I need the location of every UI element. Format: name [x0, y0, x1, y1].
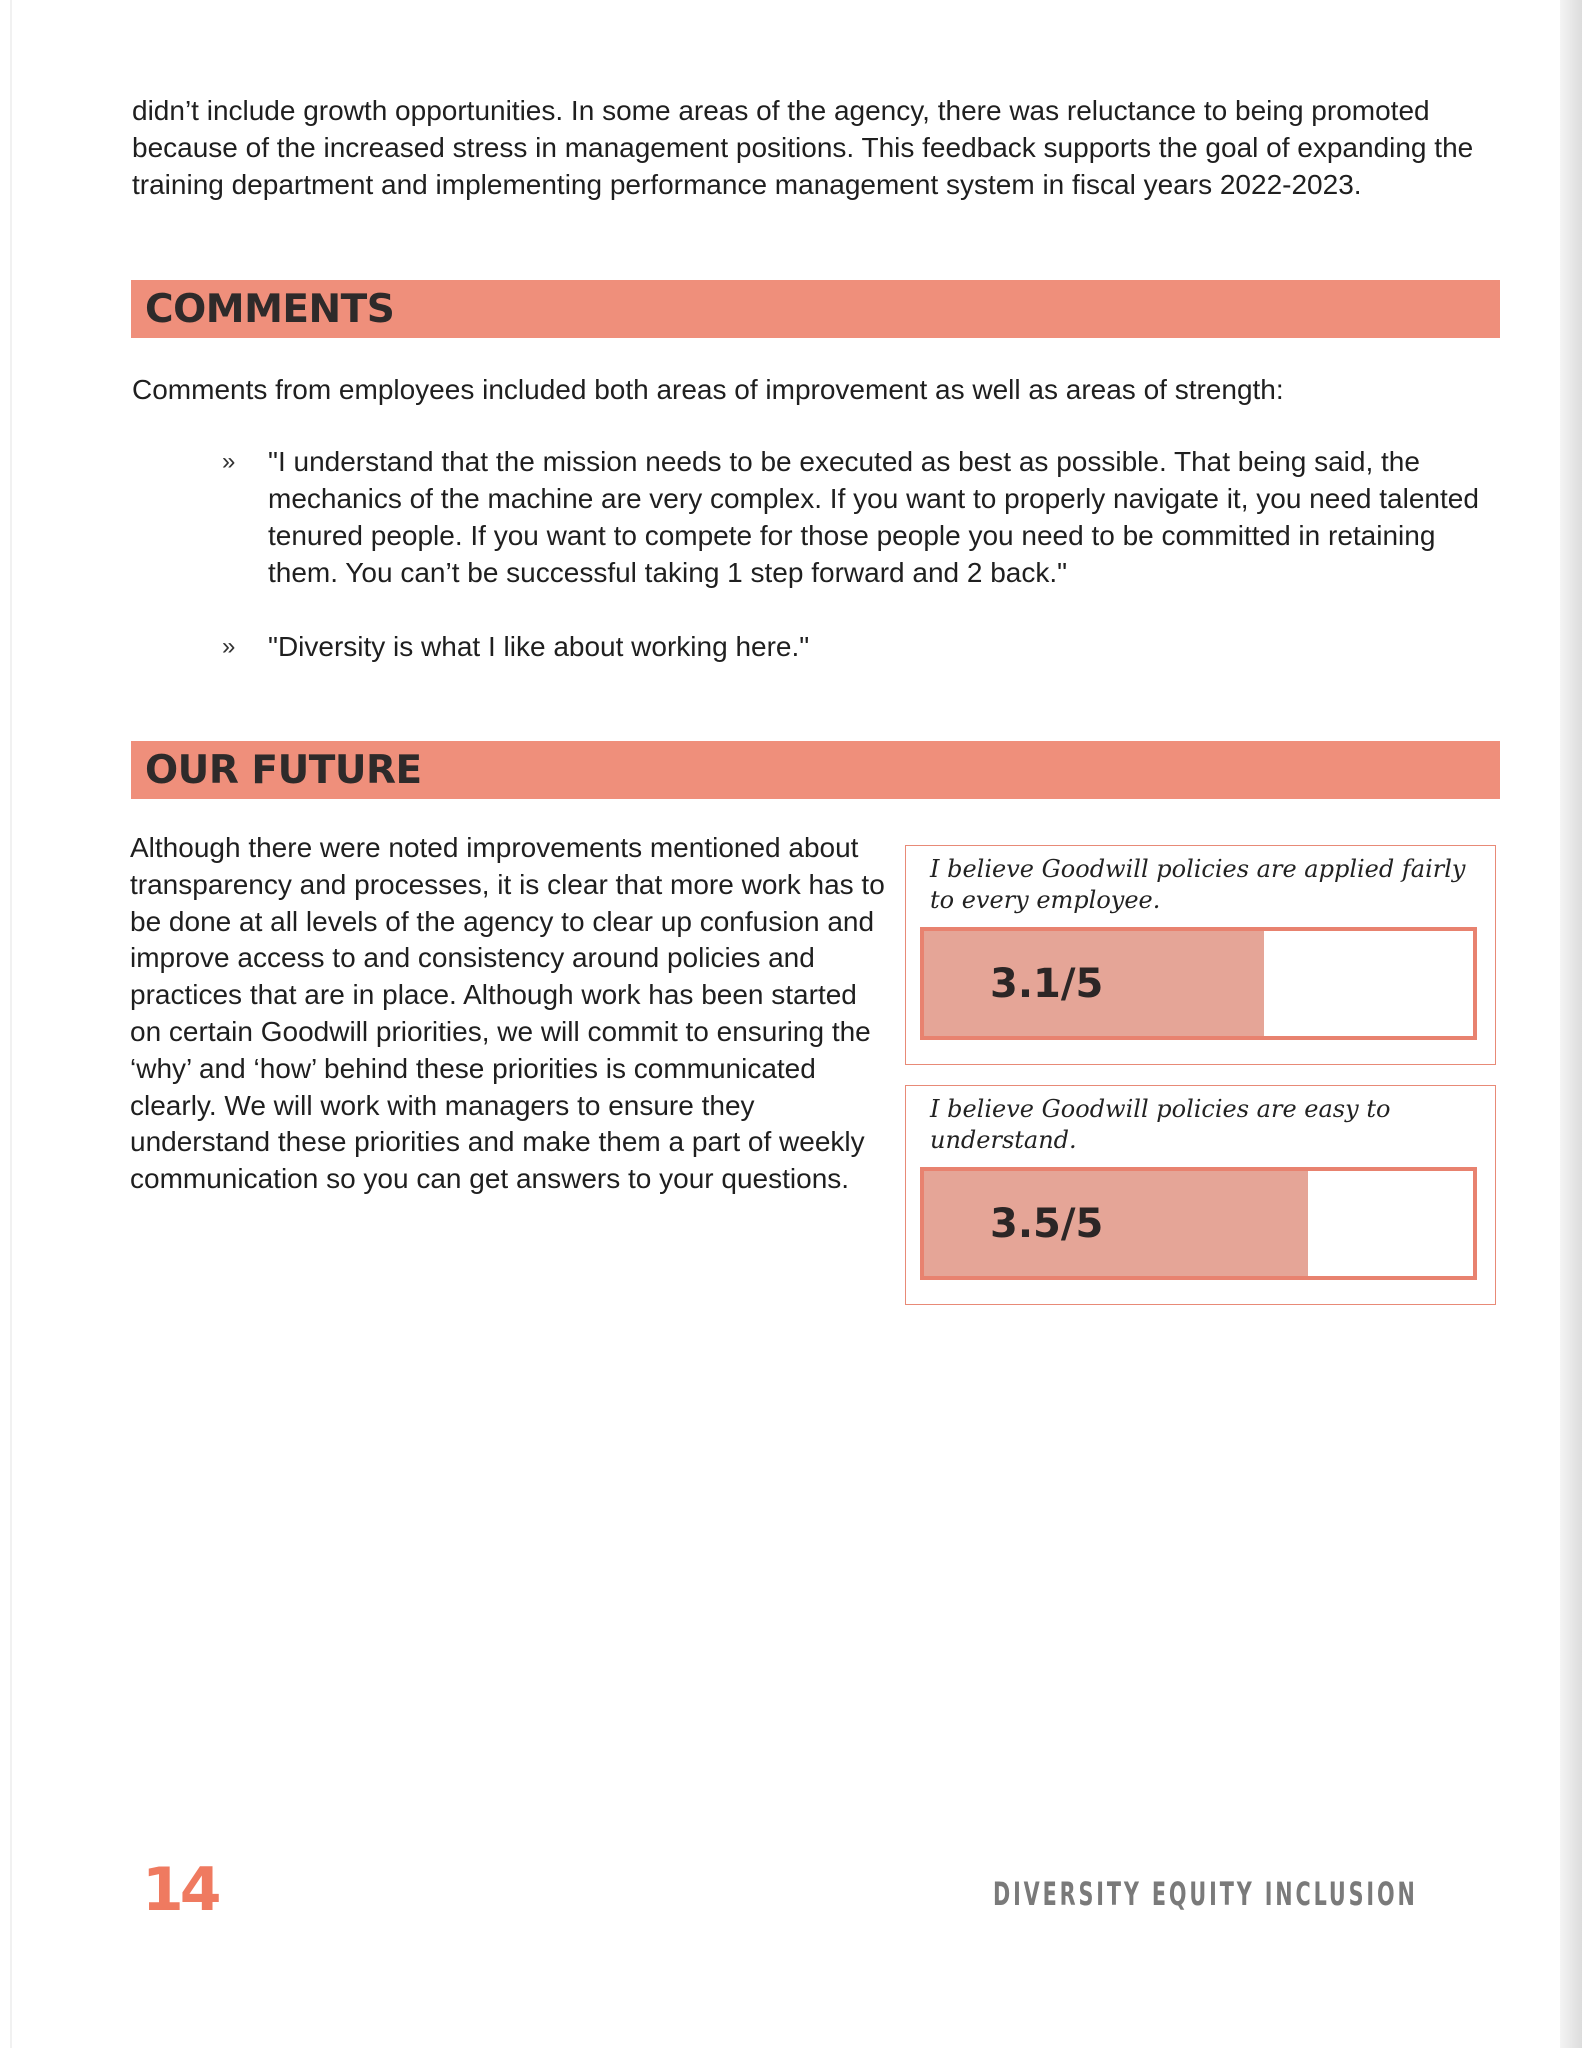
page-right-edge: [1560, 0, 1582, 2048]
bullet-chevron-icon: »: [222, 633, 236, 660]
quote-text: "Diversity is what I like about working here.": [268, 631, 810, 662]
stat-card-policies-fair: [905, 845, 1496, 1065]
our-future-heading-bar: [131, 741, 1500, 799]
comments-intro: Comments from employees included both areas of improvement as well as areas of strength:: [132, 374, 1284, 405]
our-future-heading: OUR FUTURE: [145, 747, 422, 793]
score-bar: [920, 1167, 1477, 1280]
comments-heading-bar: [131, 280, 1500, 338]
score-bar-fill: [924, 1171, 1308, 1276]
page-number: 14: [142, 1855, 218, 1925]
stat-card-policies-understand: [905, 1085, 1496, 1305]
our-future-paragraph: Although there were noted improvements mentioned about transparency and processes, it is clear that more work has to be done at all levels of the agency to clear up confusion and improve access to and consistency around policies and practices that are in place. Although work has been started on certain Goodwill priorities, we will commit to ensuring the ‘why’ and ‘how’ behind these priorities is communicated clearly. We will work with managers to ensure they understand these priorities and make them a part of weekly communication so you can get answers to your questions.: [130, 832, 885, 1195]
comments-heading: COMMENTS: [145, 286, 395, 332]
footer-title: DIVERSITY EQUITY INCLUSION: [993, 1875, 1418, 1913]
score-label: 3.5/5: [990, 1200, 1104, 1247]
stat-question: I believe Goodwill policies are easy to understand.: [930, 1095, 1391, 1154]
bullet-chevron-icon: »: [222, 448, 236, 475]
intro-paragraph: didn’t include growth opportunities. In some areas of the agency, there was reluctance to being promoted because of the increased stress in management positions. This feedback supports the goal of expanding the training department and implementing performance management system in fiscal years 2022-2023.: [132, 95, 1474, 200]
score-bar: [920, 927, 1477, 1040]
quote-list: [222, 443, 1512, 702]
quote-item: [222, 628, 1512, 665]
stat-question: I believe Goodwill policies are applied fairly to every employee.: [930, 855, 1466, 914]
page-left-edge: [10, 0, 12, 2048]
score-label: 3.1/5: [990, 960, 1104, 1007]
quote-item: [222, 443, 1512, 591]
quote-text: "I understand that the mission needs to be executed as best as possible. That being said, the mechanics of the machine are very complex. If you want to properly navigate it, you need talented tenured people. If you want to compete for those people you need to be committed in retaining them. You can’t be successful taking 1 step forward and 2 back.": [268, 446, 1479, 588]
